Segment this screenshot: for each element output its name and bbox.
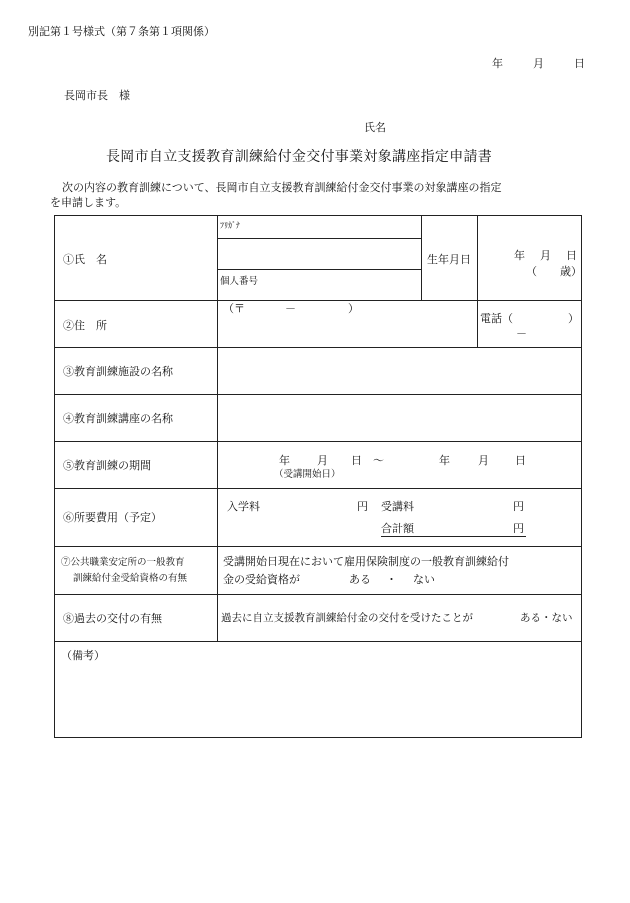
total-label: 合計額 [381,522,414,535]
eligibility-text-line-2: 金の受給資格が [223,573,300,586]
entrance-fee-yen: 円 [357,500,368,513]
past-grant-options[interactable]: ある・ない [520,612,573,624]
form-number: 別記第１号様式（第７条第１項関係） [28,25,215,38]
birth-month-label: 月 [540,249,551,262]
birth-day-label: 日 [566,249,577,262]
cost-input[interactable] [218,489,582,545]
eligibility-no-option[interactable]: ない [413,573,435,586]
postal-dash: － [285,302,296,315]
applicant-name-label: 氏名 [364,121,386,134]
phone-dash: － [516,327,527,340]
my-number-label: 個人番号 [220,276,259,287]
birthdate-label: 生年月日 [427,253,471,266]
training-period-label: ⑤教育訓練の期間 [63,459,151,472]
end-year-label: 年 [439,454,450,467]
application-form-table [54,215,582,738]
document-title: 長岡市自立支援教育訓練給付金交付事業対象講座指定申請書 [106,149,493,165]
course-name-input[interactable] [218,395,582,440]
eligibility-separator: ・ [386,573,397,586]
eligibility-yes-option[interactable]: ある [349,573,371,586]
training-period-input[interactable] [218,442,582,487]
course-name-label: ④教育訓練講座の名称 [63,412,173,425]
remarks-input[interactable] [56,642,582,738]
start-date-note: （受講開始日） [274,469,341,480]
submission-date [492,58,585,69]
phone-input[interactable] [478,301,582,346]
date-month-label: 月 [533,57,544,70]
date-year-label: 年 [492,57,503,70]
addressee: 長岡市長 様 [64,89,130,102]
estimated-cost-label: ⑥所要費用（予定） [63,511,162,524]
tuition-label: 受講料 [381,500,414,513]
birthdate-input[interactable] [478,217,582,299]
tuition-yen: 円 [513,500,524,513]
age-label: 歳） [560,265,582,278]
address-input[interactable] [218,301,476,346]
furigana-label: ﾌﾘｶﾞﾅ [220,221,240,230]
eligibility-label-line-1: ⑦公共職業安定所の一般教育 [61,557,185,568]
phone-close: ） [568,312,579,325]
birth-year-label: 年 [514,249,525,262]
intro-line-2: を申請します。 [50,196,127,209]
address-label: ②住 所 [63,319,107,332]
facility-name-label: ③教育訓練施設の名称 [63,365,173,378]
start-year-label: 年 [279,454,290,467]
past-grant-text: 過去に自立支援教育訓練給付金の交付を受けたことが [221,612,473,624]
name-label: ①氏 名 [63,253,107,266]
postal-close: ） [348,302,359,315]
age-open-paren: （ [526,265,537,278]
total-yen: 円 [513,522,524,535]
facility-name-input[interactable] [218,348,582,393]
start-month-label: 月 [317,454,328,467]
eligibility-label-line-2: 訓練給付金受給資格の有無 [73,573,188,584]
intro-line-1: 次の内容の教育訓練について、長岡市自立支援教育訓練給付金交付事業の対象講座の指定 [62,181,502,194]
entrance-fee-label: 入学料 [227,500,260,513]
end-month-label: 月 [478,454,489,467]
name-input[interactable] [218,239,420,268]
postal-open: （〒 [223,302,245,315]
eligibility-text-line-1: 受講開始日現在において雇用保険制度の一般教育訓練給付 [223,555,509,568]
end-day-label: 日 [515,454,526,467]
date-day-label: 日 [574,57,585,70]
phone-label: 電話（ [480,312,513,325]
my-number-input[interactable] [218,270,420,299]
remarks-label: （備考） [61,649,105,662]
start-day-label: 日 ～ [351,454,384,467]
past-grant-label: ⑧過去の交付の有無 [63,612,162,625]
